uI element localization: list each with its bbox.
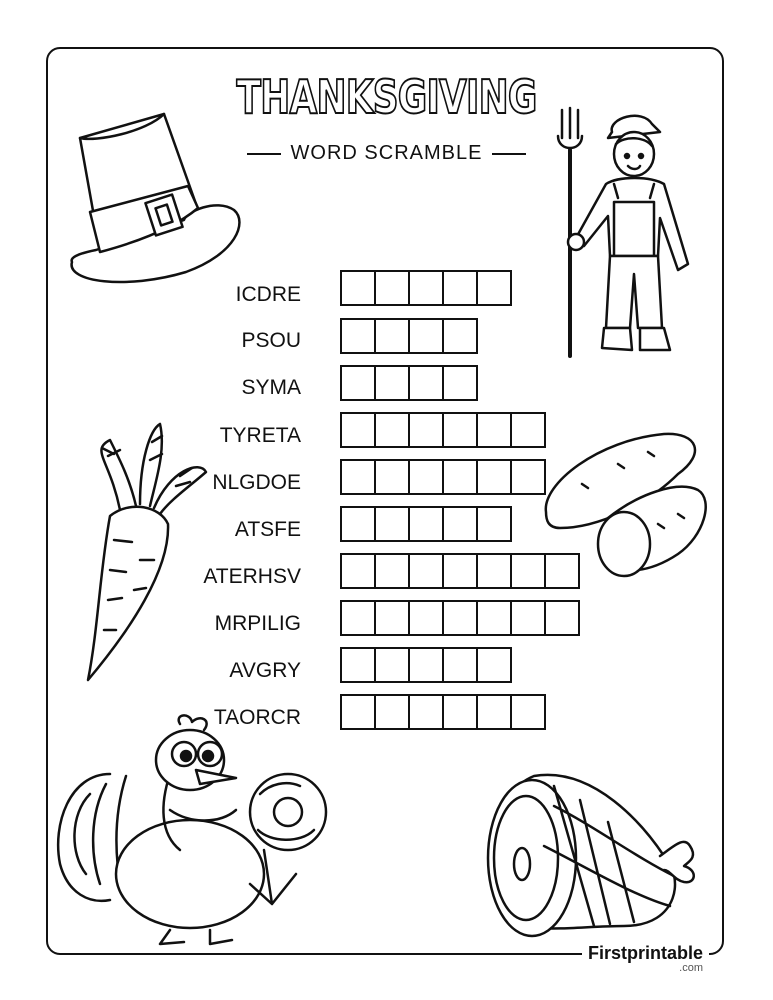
answer-boxes bbox=[340, 365, 478, 401]
letter-box[interactable] bbox=[408, 365, 444, 401]
answer-boxes bbox=[340, 647, 512, 683]
letter-box[interactable] bbox=[510, 459, 546, 495]
answer-boxes bbox=[340, 412, 546, 448]
letter-box[interactable] bbox=[442, 412, 478, 448]
letter-box[interactable] bbox=[408, 600, 444, 636]
letter-box[interactable] bbox=[374, 318, 410, 354]
letter-box[interactable] bbox=[408, 459, 444, 495]
scrambled-word: PSOU bbox=[241, 329, 301, 352]
ham-illustration bbox=[484, 766, 698, 938]
letter-box[interactable] bbox=[476, 270, 512, 306]
worksheet-subtitle: WORD SCRAMBLE bbox=[290, 142, 483, 164]
scrambled-word: TYRETA bbox=[219, 424, 301, 447]
answer-boxes bbox=[340, 459, 546, 495]
letter-box[interactable] bbox=[340, 318, 376, 354]
letter-box[interactable] bbox=[374, 600, 410, 636]
letter-box[interactable] bbox=[476, 694, 512, 730]
answer-boxes bbox=[340, 270, 512, 306]
letter-box[interactable] bbox=[340, 506, 376, 542]
letter-box[interactable] bbox=[442, 459, 478, 495]
worksheet-title: THANKSGIVING bbox=[236, 70, 537, 124]
letter-box[interactable] bbox=[442, 318, 478, 354]
brand-domain: .com bbox=[679, 962, 703, 974]
letter-box[interactable] bbox=[340, 412, 376, 448]
letter-box[interactable] bbox=[408, 506, 444, 542]
scrambled-word: ATERHSV bbox=[203, 565, 301, 588]
letter-box[interactable] bbox=[374, 553, 410, 589]
scrambled-word: ATSFE bbox=[234, 518, 301, 541]
answer-boxes bbox=[340, 318, 478, 354]
letter-box[interactable] bbox=[476, 600, 512, 636]
letter-box[interactable] bbox=[374, 365, 410, 401]
letter-box[interactable] bbox=[340, 459, 376, 495]
letter-box[interactable] bbox=[476, 459, 512, 495]
letter-box[interactable] bbox=[408, 647, 444, 683]
scrambled-word: SYMA bbox=[241, 376, 301, 399]
letter-box[interactable] bbox=[374, 647, 410, 683]
letter-box[interactable] bbox=[340, 365, 376, 401]
letter-box[interactable] bbox=[374, 694, 410, 730]
letter-box[interactable] bbox=[340, 553, 376, 589]
letter-box[interactable] bbox=[476, 647, 512, 683]
turkey-illustration bbox=[50, 714, 340, 948]
letter-box[interactable] bbox=[510, 600, 546, 636]
letter-box[interactable] bbox=[476, 506, 512, 542]
letter-box[interactable] bbox=[442, 506, 478, 542]
letter-box[interactable] bbox=[374, 270, 410, 306]
letter-box[interactable] bbox=[408, 553, 444, 589]
scrambled-word: NLGDOE bbox=[212, 471, 301, 494]
letter-box[interactable] bbox=[340, 694, 376, 730]
letter-box[interactable] bbox=[510, 553, 546, 589]
letter-box[interactable] bbox=[408, 412, 444, 448]
letter-box[interactable] bbox=[544, 600, 580, 636]
letter-box[interactable] bbox=[408, 318, 444, 354]
letter-box[interactable] bbox=[442, 694, 478, 730]
subtitle-right-dash bbox=[492, 153, 526, 155]
letter-box[interactable] bbox=[374, 459, 410, 495]
letter-box[interactable] bbox=[374, 412, 410, 448]
letter-box[interactable] bbox=[476, 412, 512, 448]
letter-box[interactable] bbox=[544, 553, 580, 589]
letter-box[interactable] bbox=[408, 270, 444, 306]
letter-box[interactable] bbox=[510, 412, 546, 448]
letter-box[interactable] bbox=[442, 600, 478, 636]
farmer-illustration bbox=[548, 106, 698, 360]
letter-box[interactable] bbox=[374, 506, 410, 542]
letter-box[interactable] bbox=[510, 694, 546, 730]
scrambled-word: ICDRE bbox=[235, 283, 301, 306]
letter-box[interactable] bbox=[442, 270, 478, 306]
answer-boxes bbox=[340, 553, 580, 589]
letter-box[interactable] bbox=[442, 553, 478, 589]
scrambled-word: MRPILIG bbox=[214, 612, 301, 635]
scrambled-word: AVGRY bbox=[229, 659, 301, 682]
scrambled-word: TAORCR bbox=[213, 706, 301, 729]
letter-box[interactable] bbox=[476, 553, 512, 589]
letter-box[interactable] bbox=[340, 647, 376, 683]
answer-boxes bbox=[340, 694, 546, 730]
letter-box[interactable] bbox=[442, 365, 478, 401]
subtitle-left-dash bbox=[247, 153, 281, 155]
letter-box[interactable] bbox=[340, 270, 376, 306]
carrot-illustration bbox=[80, 420, 220, 682]
answer-boxes bbox=[340, 506, 512, 542]
footer-brand bbox=[582, 944, 709, 974]
brand-name: Firstprintable bbox=[587, 943, 703, 963]
pilgrim-hat-illustration bbox=[66, 112, 246, 292]
letter-box[interactable] bbox=[408, 694, 444, 730]
letter-box[interactable] bbox=[340, 600, 376, 636]
answer-boxes bbox=[340, 600, 580, 636]
letter-box[interactable] bbox=[442, 647, 478, 683]
